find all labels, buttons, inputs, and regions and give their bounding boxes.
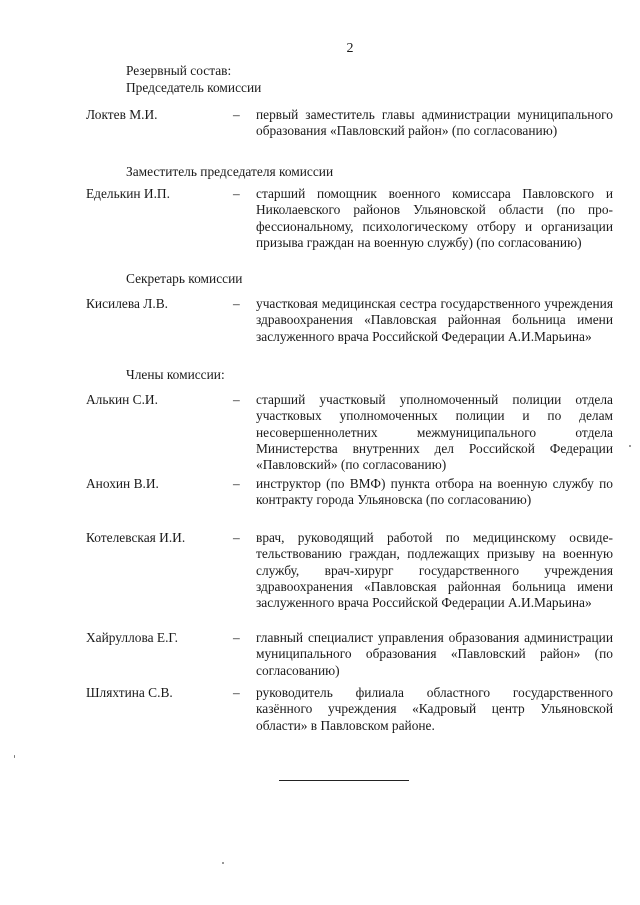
member-position: первый заместитель главы администрации муниципального образования «Павловский район» (по согласованию) xyxy=(256,107,613,139)
member-position: старший помощник военного комиссара Павловского и Николаевского районов Ульяновской области (по профессиональному, психологическому отбору и организации призыва граждан на военную службу) (по согласованию) xyxy=(256,186,613,250)
member-name: Кисилева Л.В. xyxy=(86,296,168,311)
dash-separator: – xyxy=(233,186,240,201)
scan-speck xyxy=(629,445,631,447)
scan-speck xyxy=(14,755,15,758)
member-position: врач, руководящий работой по медицинскому освидетельствованию граждан, подлежащих призыву на военную службу, врач-хирург государственного учреждения здравоохранения «Павловская районная больница имени заслуженного врача Российской Федерации А.И.Марьина» xyxy=(256,530,613,611)
dash-separator: – xyxy=(233,630,240,645)
section-heading-secretary: Секретарь комиссии xyxy=(126,271,243,286)
member-name: Котелевская И.И. xyxy=(86,530,186,545)
section-heading-deputy: Заместитель председателя комиссии xyxy=(126,164,334,179)
member-position: инструктор (по ВМФ) пункта отбора на военную службу по контракту города Ульяновска (по согласованию) xyxy=(256,476,613,508)
dash-separator: – xyxy=(233,107,240,122)
member-name: Анохин В.И. xyxy=(86,476,159,491)
dash-separator: – xyxy=(233,296,240,311)
member-name: Шляхтина С.В. xyxy=(86,685,173,700)
member-position: участковая медицинская сестра государственного учреждения здравоохранения «Павловская районная больница имени заслуженного врача Российской Федерации А.И.Марьина» xyxy=(256,296,613,344)
dash-separator: – xyxy=(233,476,240,491)
scan-speck xyxy=(222,862,224,864)
section-heading-chairman: Председатель комиссии xyxy=(126,80,262,95)
member-name: Хайруллова Е.Г. xyxy=(86,630,179,645)
dash-separator: – xyxy=(233,392,240,407)
dash-separator: – xyxy=(233,685,240,700)
page-number: 2 xyxy=(346,41,354,56)
member-name: Алькин С.И. xyxy=(86,392,158,407)
member-position: руководитель филиала областного государственного казённого учреждения «Кадровый центр Ульяновской области» в Павловском районе. xyxy=(256,685,613,733)
member-name: Локтев М.И. xyxy=(86,107,158,122)
reserve-title: Резервный состав: xyxy=(126,63,232,78)
section-heading-members: Члены комиссии: xyxy=(126,367,225,382)
member-position: старший участковый уполномоченный полиции отдела участковых уполномоченных полиции и по делам несовершеннолетних межмуниципального отдела Министерства внутренних дел Российской Федерации «Павловский» (по согласованию) xyxy=(256,392,613,473)
dash-separator: – xyxy=(233,530,240,545)
member-name: Еделькин И.П. xyxy=(86,186,170,201)
closing-rule xyxy=(279,780,409,781)
member-position: главный специалист управления образования администрации муниципального образования «Павловский район» (по согласованию) xyxy=(256,630,613,678)
